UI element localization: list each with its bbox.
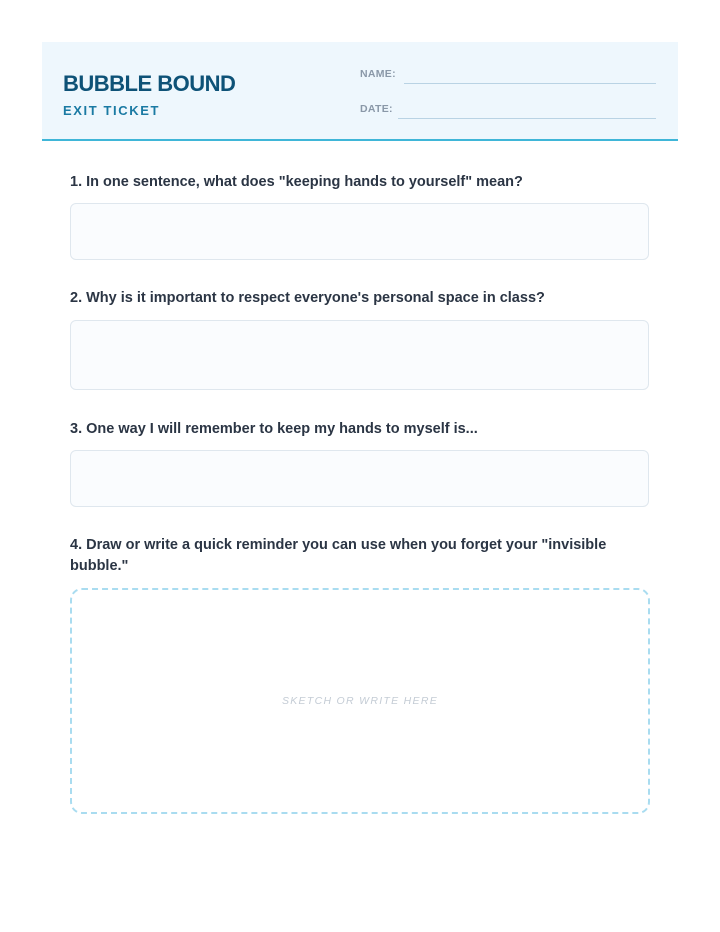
answer-box-2[interactable] [70,320,649,390]
answer-box-1[interactable] [70,203,649,260]
question-1: 1. In one sentence, what does "keeping hands to yourself" mean? [70,174,523,190]
date-label: DATE: [360,103,393,115]
header-banner [42,42,678,141]
name-label: NAME: [360,68,396,80]
question-3: 3. One way I will remember to keep my hands to myself is... [70,421,478,437]
worksheet-title: BUBBLE BOUND [63,71,236,96]
sketch-hint: SKETCH OR WRITE HERE [281,695,439,707]
worksheet-subtitle: EXIT TICKET [63,103,161,118]
sketch-area[interactable] [70,588,650,814]
answer-box-3[interactable] [70,450,649,507]
date-field[interactable] [398,118,656,119]
question-4: 4. Draw or write a quick reminder you can use when you forget your "invisible bubble." [70,537,607,574]
question-2: 2. Why is it important to respect everyone's personal space in class? [70,290,545,306]
name-field[interactable] [404,83,656,84]
